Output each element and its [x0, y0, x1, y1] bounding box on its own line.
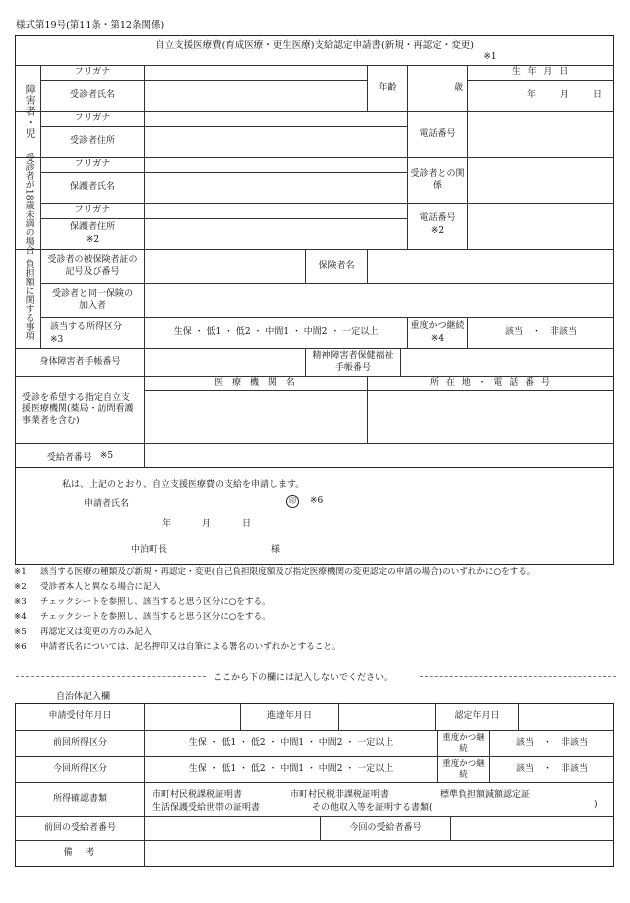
- mental-handbook-input[interactable]: [401, 349, 614, 376]
- curr-severe-options[interactable]: 該当 ・ 非該当: [515, 763, 588, 774]
- curr-recipient-label: 今回の受給者番号: [349, 822, 422, 833]
- doc-reduction-certificate[interactable]: 標準負担額減額認定証: [440, 790, 531, 800]
- institution-address-header: 所 在 地 ・ 電 話 番 号: [429, 377, 553, 388]
- doc-welfare-certificate[interactable]: 生活保護受給世帯の証明書: [152, 803, 261, 813]
- doc-other-close: ): [594, 800, 598, 810]
- institution-address-input[interactable]: [368, 391, 614, 443]
- patient-phone-label: 電話番号: [419, 128, 456, 139]
- prev-income-options[interactable]: 生保 ・ 低1 ・ 低2 ・ 中間1 ・ 中間2 ・ 一定以上: [188, 737, 394, 748]
- patient-side-label: 障害者・児: [23, 84, 35, 139]
- doc-nontax-certificate[interactable]: 市町村民税非課税証明書: [290, 790, 390, 800]
- prev-income-label: 前回所得区分: [52, 737, 107, 748]
- severe-note: ※4: [430, 334, 445, 344]
- guardian-address-note: ※2: [85, 235, 100, 245]
- relation-input[interactable]: [468, 158, 614, 203]
- docs-label: 所得確認書類: [52, 793, 107, 804]
- approved-label: 認定年月日: [454, 711, 500, 722]
- insurer-label: 保険者名: [318, 260, 355, 271]
- prev-severe-label: 重度かつ継続: [442, 732, 485, 754]
- institution-label: 受診を希望する指定自立支援医療機関(薬局・訪問看護事業者を含む): [22, 393, 134, 426]
- patient-address-input[interactable]: [145, 112, 407, 157]
- curr-recipient-input[interactable]: [451, 817, 614, 840]
- note-1: ※1 該当する医療の種類及び新規・再認定・変更(自己負担限度額及び指定医療機関の変更認定の申請の場合)のいずれかに○をする。: [14, 567, 536, 577]
- progress-label: 進達年月日: [266, 711, 312, 722]
- note-3: ※3 チェックシートを参照し、該当すると思う区分に○をする。: [14, 597, 271, 607]
- guardian-phone-input[interactable]: [468, 204, 614, 249]
- patient-address-label: 受診者住所: [69, 136, 115, 147]
- cutline-left: [16, 676, 206, 677]
- physical-handbook-input[interactable]: [145, 349, 305, 376]
- office-heading: 自治体記入欄: [56, 692, 111, 702]
- cutline-text: ここから下の欄には記入しないでください。: [213, 673, 394, 683]
- severe-label: 重度かつ継続: [410, 321, 465, 331]
- addressee: 中泊町長: [131, 545, 168, 555]
- age-unit[interactable]: 歳: [453, 82, 463, 93]
- patient-name-input[interactable]: [145, 66, 367, 111]
- severe-label-group: [408, 318, 467, 348]
- guardian-phone-note: ※2: [430, 226, 445, 236]
- guardian-address-label: 保護者住所: [69, 222, 115, 232]
- mental-handbook-label: 精神障害者保健福祉手帳番号: [312, 351, 394, 373]
- honorific: 様: [271, 545, 281, 555]
- seal-mark: 印: [286, 495, 299, 508]
- note-5: ※5 再認定又は変更の方のみ記入: [14, 627, 152, 637]
- dob-input[interactable]: 年 月 日: [526, 90, 604, 101]
- guardian-furigana-label: フリガナ: [74, 159, 111, 170]
- note-6: ※6 申請者氏名については、記名押印又は自筆による署名のいずれかとすること。: [14, 642, 341, 652]
- guardian-phone-label: 電話番号: [419, 213, 456, 223]
- guardian-address-label-group: [41, 219, 144, 249]
- applicant-input[interactable]: [140, 492, 280, 508]
- age-label: 年齢: [378, 82, 397, 93]
- applicant-label: 申請者氏名: [84, 499, 130, 509]
- patient-address-furigana-label: フリガナ: [74, 113, 111, 124]
- same-insurance-input[interactable]: [145, 284, 614, 317]
- cutline-right: [420, 676, 616, 677]
- form-title: 自立支援医療費(育成医療・更生医療)支給認定申請書(新規・再認定・変更): [155, 40, 474, 52]
- curr-income-options[interactable]: 生保 ・ 低1 ・ 低2 ・ 中間1 ・ 中間2 ・ 一定以上: [188, 763, 394, 774]
- guardian-address-input[interactable]: [145, 204, 407, 249]
- recipient-label-group: [16, 444, 144, 468]
- patient-phone-input[interactable]: [468, 112, 614, 157]
- doc-other-income[interactable]: その他収入等を証明する書類(: [312, 803, 433, 813]
- institution-name-header: 医 療 機 関 名: [214, 377, 298, 388]
- relation-label: 受診者との関係: [410, 169, 465, 191]
- insured-label: 受診者の被保険者証の記号及び番号: [47, 255, 138, 277]
- seal-note: ※6: [310, 496, 324, 506]
- remarks-input[interactable]: [145, 841, 614, 867]
- recipient-label: 受給者番号: [46, 452, 92, 463]
- progress-input[interactable]: [339, 704, 435, 730]
- application-statement: 私は、上記のとおり、自立支援医療費の支給を申請します。: [62, 480, 305, 490]
- income-note: ※3: [50, 335, 64, 345]
- income-options[interactable]: 生保 ・ 低1 ・ 低2 ・ 中間1 ・ 中間2 ・ 一定以上: [173, 327, 379, 338]
- remarks-label: 備 考: [63, 848, 97, 859]
- guardian-side-label: 受診者が18歳未満の場合: [23, 152, 34, 255]
- guardian-phone-label-group: [408, 204, 467, 249]
- income-label: 該当する所得区分: [50, 322, 123, 332]
- note-2: ※2 受診者本人と異なる場合に記入: [14, 582, 161, 592]
- patient-name-label: 受診者氏名: [69, 90, 115, 101]
- burden-side-label: 負担額に関する事項: [23, 258, 34, 340]
- received-label: 申請受付年月日: [48, 711, 112, 722]
- institution-name-input[interactable]: [145, 391, 367, 443]
- application-date[interactable]: 年 月 日: [162, 519, 253, 529]
- patient-furigana-label: フリガナ: [74, 67, 111, 78]
- curr-severe-label: 重度かつ継続: [442, 758, 485, 780]
- prev-recipient-label: 前回の受給者番号: [43, 822, 116, 833]
- guardian-name-input[interactable]: [145, 158, 407, 203]
- prev-recipient-input[interactable]: [145, 817, 320, 840]
- same-insurance-label: 受診者と同一保険の加入者: [51, 289, 133, 311]
- severe-options[interactable]: 該当 ・ 非該当: [504, 327, 577, 338]
- approved-input[interactable]: [519, 704, 614, 730]
- recipient-note: ※5: [99, 451, 114, 461]
- guardian-name-label: 保護者氏名: [69, 182, 115, 193]
- insured-input[interactable]: [145, 250, 305, 283]
- curr-income-label: 今回所得区分: [52, 763, 107, 774]
- notes-list: [14, 565, 619, 655]
- income-label-group: [41, 318, 144, 348]
- prev-severe-options[interactable]: 該当 ・ 非該当: [515, 737, 588, 748]
- dob-label: 生 年 月 日: [511, 67, 571, 78]
- insurer-input[interactable]: [368, 250, 614, 283]
- physical-handbook-label: 身体障害者手帳番号: [39, 356, 121, 367]
- received-input[interactable]: [145, 704, 240, 730]
- title-note: ※1: [483, 52, 497, 63]
- doc-tax-certificate[interactable]: 市町村民税課税証明書: [152, 790, 243, 800]
- guardian-address-furigana-label: フリガナ: [74, 205, 111, 216]
- recipient-input[interactable]: [145, 444, 614, 468]
- note-4: ※4 チェックシートを参照し、該当すると思う区分に○をする。: [14, 612, 271, 622]
- form-number: 様式第19号(第11条・第12条関係): [16, 20, 165, 31]
